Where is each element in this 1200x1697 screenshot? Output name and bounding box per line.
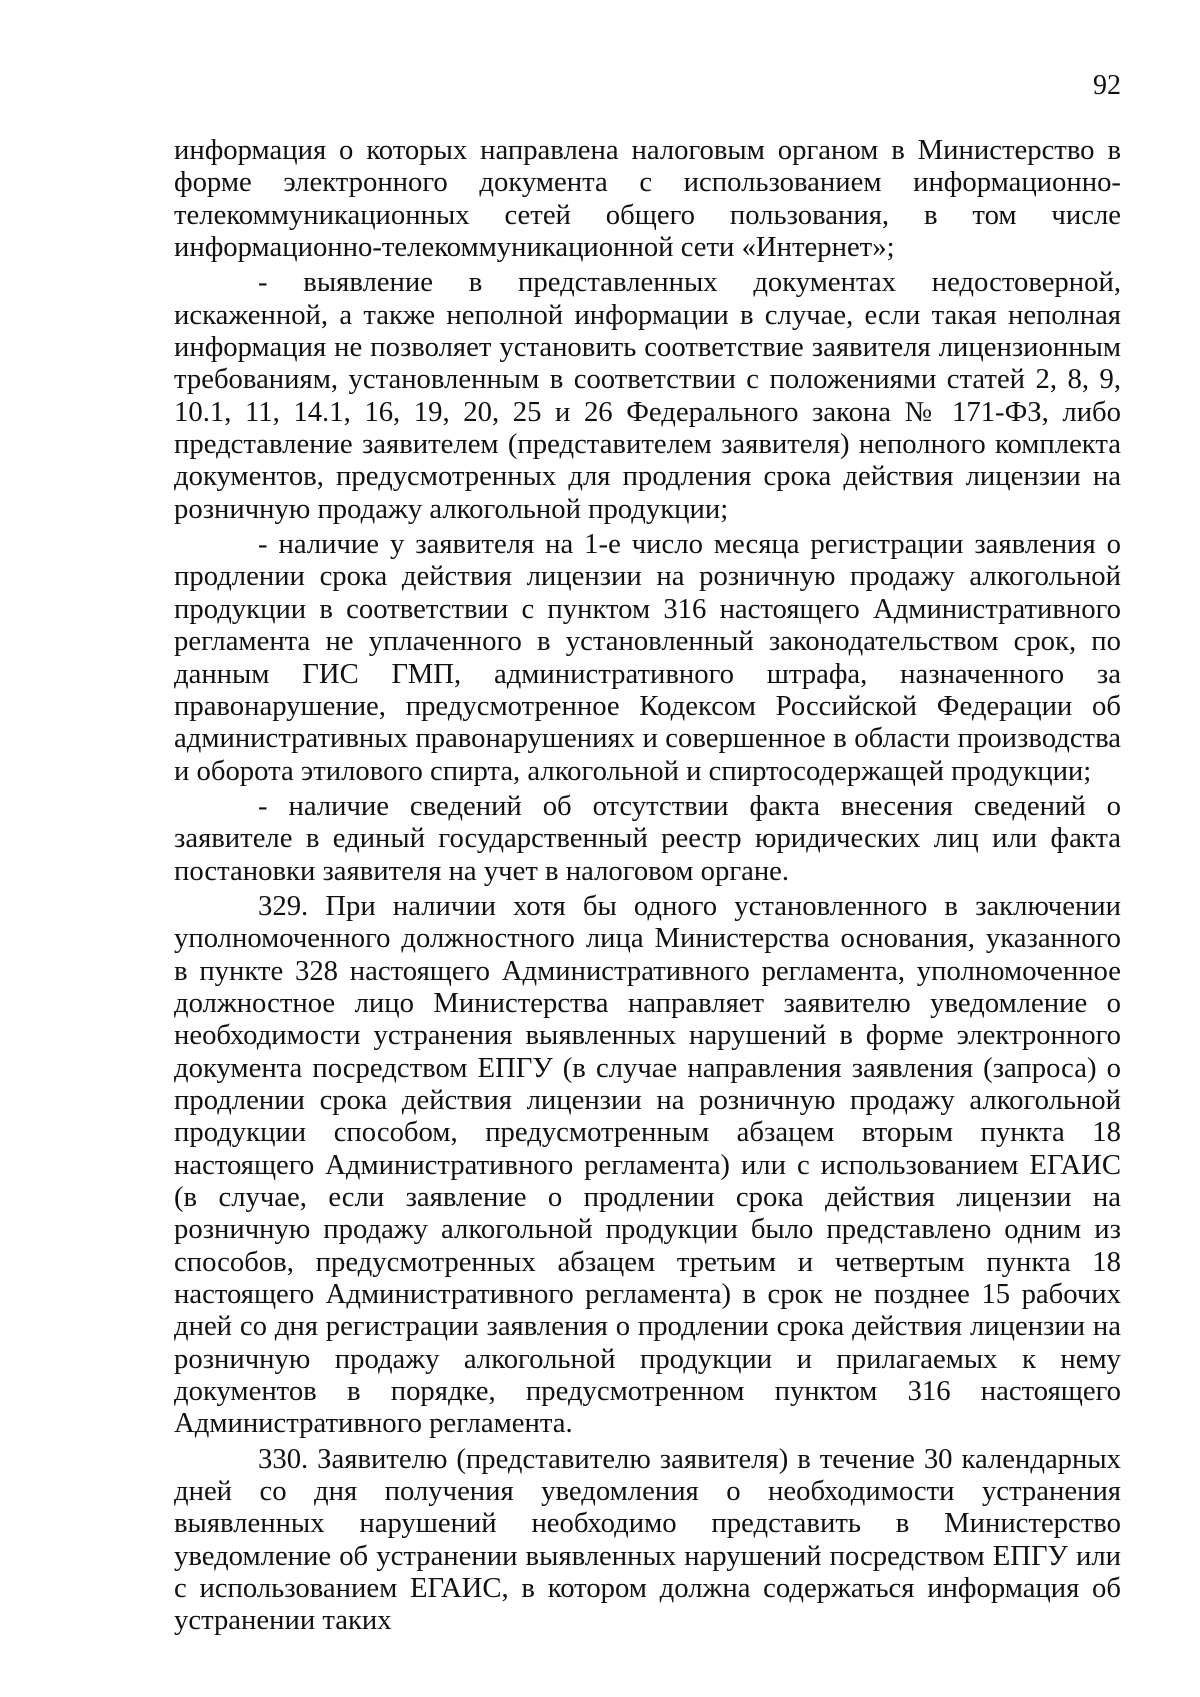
- document-body: [174, 134, 1121, 1640]
- page-number: 92: [1093, 70, 1121, 101]
- paragraph-continuation: информация о которых направлена налоговым органом в Министерство в форме электронного документа с использованием информационно-телекоммуникационных сетей общего пользования, в том числе информационно-телекоммуникационной сети «Интернет»;: [174, 134, 1121, 264]
- paragraph-329: 329. При наличии хотя бы одного установленного в заключении уполномоченного должностного лица Министерства основания, указанного в пункте 328 настоящего Административного регламента, уполномоченное должностное лицо Министерства направляет заявителю уведомление о необходимости устранения выявленных нарушений в форме электронного документа посредством ЕПГУ (в случае направления заявления (запроса) о продлении срока действия лицензии на розничную продажу алкогольной продукции способом, предусмотренным абзацем вторым пункта 18 настоящего Административного регламента) или с использованием ЕГАИС (в случае, если заявление о продлении срока действия лицензии на розничную продажу алкогольной продукции было представлено одним из способов, предусмотренных абзацем третьим и четвертым пункта 18 настоящего Административного регламента) в срок не позднее 15 рабочих дней со дня регистрации заявления о продлении срока действия лицензии на розничную продажу алкогольной продукции и прилагаемых к нему документов в порядке, предусмотренном пунктом 316 настоящего Административного регламента.: [174, 889, 1121, 1440]
- paragraph-false-info: - выявление в представленных документах недостоверной, искаженной, а также неполной информации в случае, если такая неполная информация не позволяет установить соответствие заявителя лицензионным требованиям, установленным в соответствии с положениями статей 2, 8, 9, 10.1, 11, 14.1, 16, 19, 20, 25 и 26 Федерального закона № 171-ФЗ, либо представление заявителем (представителем заявителя) неполного комплекта документов, предусмотренных для продления срока действия лицензии на розничную продажу алкогольной продукции;: [174, 266, 1121, 525]
- paragraph-330: 330. Заявителю (представителю заявителя) в течение 30 календарных дней со дня получения уведомления о необходимости устранения выявленных нарушений необходимо представить в Министерство уведомление об устранении выявленных нарушений посредством ЕПГУ или с использованием ЕГАИС, в котором должна содержаться информация об устранении таких: [174, 1442, 1121, 1637]
- paragraph-unpaid-fine: - наличие у заявителя на 1-е число месяца регистрации заявления о продлении срока действия лицензии на розничную продажу алкогольной продукции в соответствии с пунктом 316 настоящего Административного регламента не уплаченного в установленный законодательством срок, по данным ГИС ГМП, административного штрафа, назначенного за правонарушение, предусмотренное Кодексом Российской Федерации об административных правонарушениях и совершенное в области производства и оборота этилового спирта, алкогольной и спиртосодержащей продукции;: [174, 528, 1121, 787]
- paragraph-registry-info: - наличие сведений об отсутствии факта внесения сведений о заявителе в единый государственный реестр юридических лиц или факта постановки заявителя на учет в налоговом органе.: [174, 789, 1121, 887]
